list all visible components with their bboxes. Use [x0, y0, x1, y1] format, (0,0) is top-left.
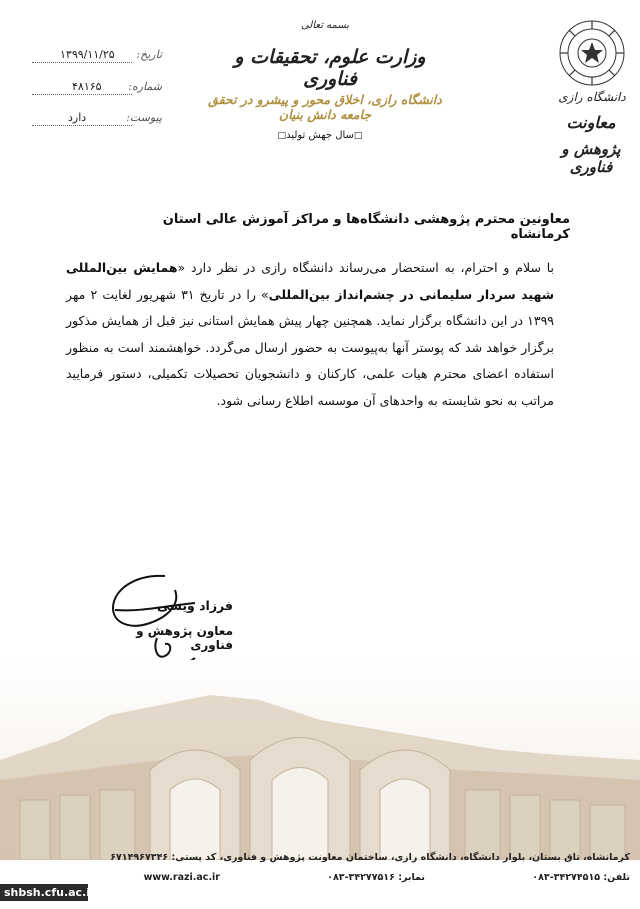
office-title-line2: پژوهش و فناوری: [561, 140, 621, 176]
signer-name: فرزاد ویسی: [156, 598, 233, 613]
handwritten-signature: [95, 568, 230, 673]
footer-fax: نمابر: ۳۴۲۷۷۵۱۶-۰۸۳: [327, 872, 425, 883]
footer-address: کرمانشاه، تاق بستان، بلوار دانشگاه، دانشگاه رازی، ساختمان معاونت پژوهش و فناوری، کد پستی: ۶۷۱۴۹۶۷۳۴۶: [110, 852, 630, 863]
footer-phone: تلفن: ۳۴۲۷۴۵۱۵-۰۸۳: [532, 872, 630, 883]
attachment-field: [32, 111, 162, 131]
number-dotted-line: [32, 94, 132, 95]
number-field: [32, 80, 162, 100]
signer-title: معاون پژوهش و فناوری: [136, 624, 233, 652]
year-marker-open: □: [353, 131, 363, 141]
conference-title: همایش بین‌المللی شهید سردار سلیمانی در چشم‌انداز بین‌المللی: [66, 260, 555, 302]
date-label: تاریخ:: [136, 48, 162, 61]
number-value: ۴۸۱۶۵: [72, 80, 102, 93]
university-name: دانشگاه رازی: [558, 90, 626, 104]
university-motto: دانشگاه رازی، اخلاق محور و پیشرو در تحقق جامعه دانش بنیان: [208, 92, 442, 122]
attachment-dotted-line: [32, 125, 132, 126]
letter-recipient: معاونین محترم پژوهشی دانشگاه‌ها و مراکز آموزش عالی استان کرمانشاه: [162, 212, 570, 242]
date-dotted-line: [32, 62, 132, 63]
date-value: ۱۳۹۹/۱۱/۲۵: [60, 48, 115, 61]
year-slogan: [270, 130, 370, 141]
letter-body-part2: » را در تاریخ ۳۱ شهریور لغایت ۲ مهر ۱۳۹۹ در این دانشگاه برگزار نماید. همچنین چهار پیش همایش استانی نیز قبل از همایش مذکور برگزار خواهد شد که پوستر آنها به‌پیوست به حضور ارسال می‌گردد. خواهشمند است به منظور استفاده اعضای محترم هیات علمی، کارکنان و دانشجویان تحصیلات تکمیلی، دستور فرمایید مراتب به نحو شایسته به واحدهای آن موسسه اطلاع رسانی شود.: [66, 286, 554, 408]
letter-body-part1: با سلام و احترام، به استحضار می‌رساند دانشگاه رازی در نظر دارد «: [177, 260, 554, 275]
bismillah-text: بسمه تعالی: [300, 20, 350, 31]
letter-body: [66, 255, 554, 414]
office-title-line1: معاونت: [566, 113, 616, 132]
footer-website-link[interactable]: www.razi.ac.ir: [143, 872, 220, 883]
campus-gate-background: [0, 660, 640, 860]
year-slogan-text: سال جهش تولید: [286, 130, 354, 141]
year-marker-close: □: [277, 131, 287, 141]
site-watermark: shbsh.cfu.ac.ir: [0, 884, 88, 901]
attachment-value: دارد: [68, 111, 87, 124]
date-field: [32, 48, 162, 68]
number-label: شماره:: [128, 80, 162, 93]
razi-university-emblem-icon: [557, 18, 627, 88]
ministry-title: وزارت علوم، تحقیقات و فناوری: [234, 46, 426, 90]
attachment-label: پیوست:: [126, 111, 162, 124]
